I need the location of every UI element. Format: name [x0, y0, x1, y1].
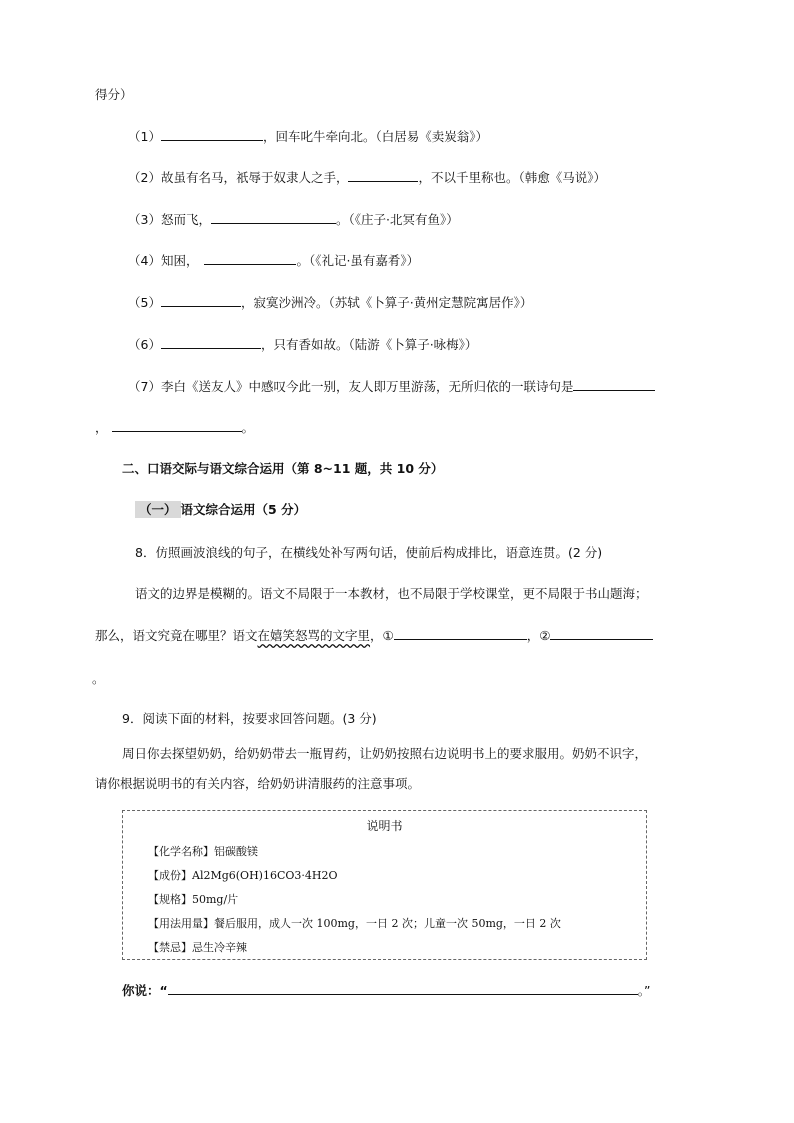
- question-3-text: （3）怒而飞，: [128, 212, 211, 227]
- question-6: [128, 336, 477, 354]
- answer-line: [122, 982, 650, 1000]
- question-9-stem: 9．阅读下面的材料，按要求回答问题。(3 分): [122, 711, 377, 726]
- part-heading: [135, 501, 306, 519]
- part-label: （一）: [135, 501, 181, 518]
- question-2: [128, 169, 606, 187]
- continued-text: 得分）: [95, 87, 133, 102]
- question-5-number: （5）: [128, 295, 161, 310]
- question-8-para2: [95, 627, 653, 645]
- question-8-para2-text: 那么，语文究竟在哪里？语文: [95, 628, 258, 643]
- instruction-leaflet: [122, 810, 647, 960]
- answer-blank-9[interactable]: [168, 982, 638, 995]
- wavy-underlined-sentence: 在嬉笑怒骂的文字里: [257, 628, 371, 643]
- question-8-end: 。: [92, 671, 105, 686]
- leaflet-dosage: 【用法用量】餐后服用，成人一次 100mg，一日 2 次；儿童一次 50mg，一日 2 次: [148, 917, 561, 930]
- question-1-text: ，回车叱牛牵向北。（白居易《卖炭翁》）: [262, 129, 488, 144]
- question-6-number: （6）: [128, 337, 161, 352]
- question-7-line2: [95, 419, 254, 437]
- question-2-text: （2）故虽有名马，祇辱于奴隶人之手，: [128, 170, 349, 185]
- question-8-para1: 语文的边界是模糊的。语文不局限于一本教材，也不局限于学校课堂，更不局限于书山题海；: [135, 586, 648, 601]
- answer-blank-7b[interactable]: [112, 419, 242, 432]
- answer-blank-8a[interactable]: [394, 627, 527, 640]
- answer-blank-3[interactable]: [211, 211, 336, 224]
- question-4-text: （4）知困，: [128, 253, 199, 268]
- answer-suffix: 。”: [637, 983, 651, 998]
- answer-blank-8b[interactable]: [550, 627, 653, 640]
- section-heading: 二、口语交际与语文综合运用（第 8~11 题，共 10 分）: [122, 461, 444, 476]
- question-7-end: 。: [241, 420, 255, 435]
- blank-marker-2: ，②: [526, 628, 551, 643]
- question-9-para2: 请你根据说明书的有关内容，给奶奶讲清服药的注意事项。: [95, 776, 421, 791]
- question-5: [128, 294, 532, 312]
- answer-blank-4[interactable]: [204, 252, 296, 265]
- answer-blank-5[interactable]: [161, 294, 241, 307]
- question-3: [128, 211, 459, 229]
- question-4: [128, 252, 419, 270]
- leaflet-ingredients: 【成份】Al2Mg6(OH)16CO3·4H2O: [148, 869, 338, 882]
- question-4-source: 。（《礼记·虽有嘉肴》）: [296, 253, 420, 268]
- answer-blank-2[interactable]: [348, 169, 418, 182]
- question-7-text: （7）李白《送友人》中感叹今此一别，友人即万里游荡，无所归依的一联诗句是: [128, 379, 574, 394]
- question-7-comma: ，: [95, 420, 108, 435]
- answer-blank-1[interactable]: [161, 128, 263, 141]
- question-9-para1: 周日你去探望奶奶，给奶奶带去一瓶胃药，让奶奶按照右边说明书上的要求服用。奶奶不识字，: [122, 746, 648, 761]
- leaflet-specification: 【规格】50mg/片: [148, 893, 239, 906]
- answer-prefix: 你说：“: [122, 983, 168, 998]
- leaflet-chemical-name: 【化学名称】铝碳酸镁: [148, 845, 258, 858]
- answer-blank-7a[interactable]: [573, 378, 655, 391]
- question-2-source: ，不以千里称也。（韩愈《马说》）: [418, 170, 606, 185]
- question-1-number: （1）: [128, 129, 161, 144]
- leaflet-title: 说明书: [366, 819, 403, 833]
- question-1: [128, 128, 488, 146]
- blank-marker-1: ，①: [370, 628, 394, 643]
- answer-blank-6[interactable]: [161, 336, 261, 349]
- leaflet-contraindications: 【禁忌】忌生冷辛辣: [148, 941, 247, 954]
- part-title: 语文综合运用（5 分）: [180, 502, 307, 517]
- question-7-line1: [128, 378, 655, 396]
- question-5-text: ，寂寞沙洲冷。（苏轼《卜算子·黄州定慧院寓居作》）: [240, 295, 533, 310]
- question-6-text: ，只有香如故。（陆游《卜算子·咏梅》）: [260, 337, 478, 352]
- question-8-stem: 8．仿照画波浪线的句子，在横线处补写两句话，使前后构成排比，语意连贯。(2 分): [135, 545, 603, 560]
- question-3-source: 。（《庄子·北冥有鱼》）: [335, 212, 459, 227]
